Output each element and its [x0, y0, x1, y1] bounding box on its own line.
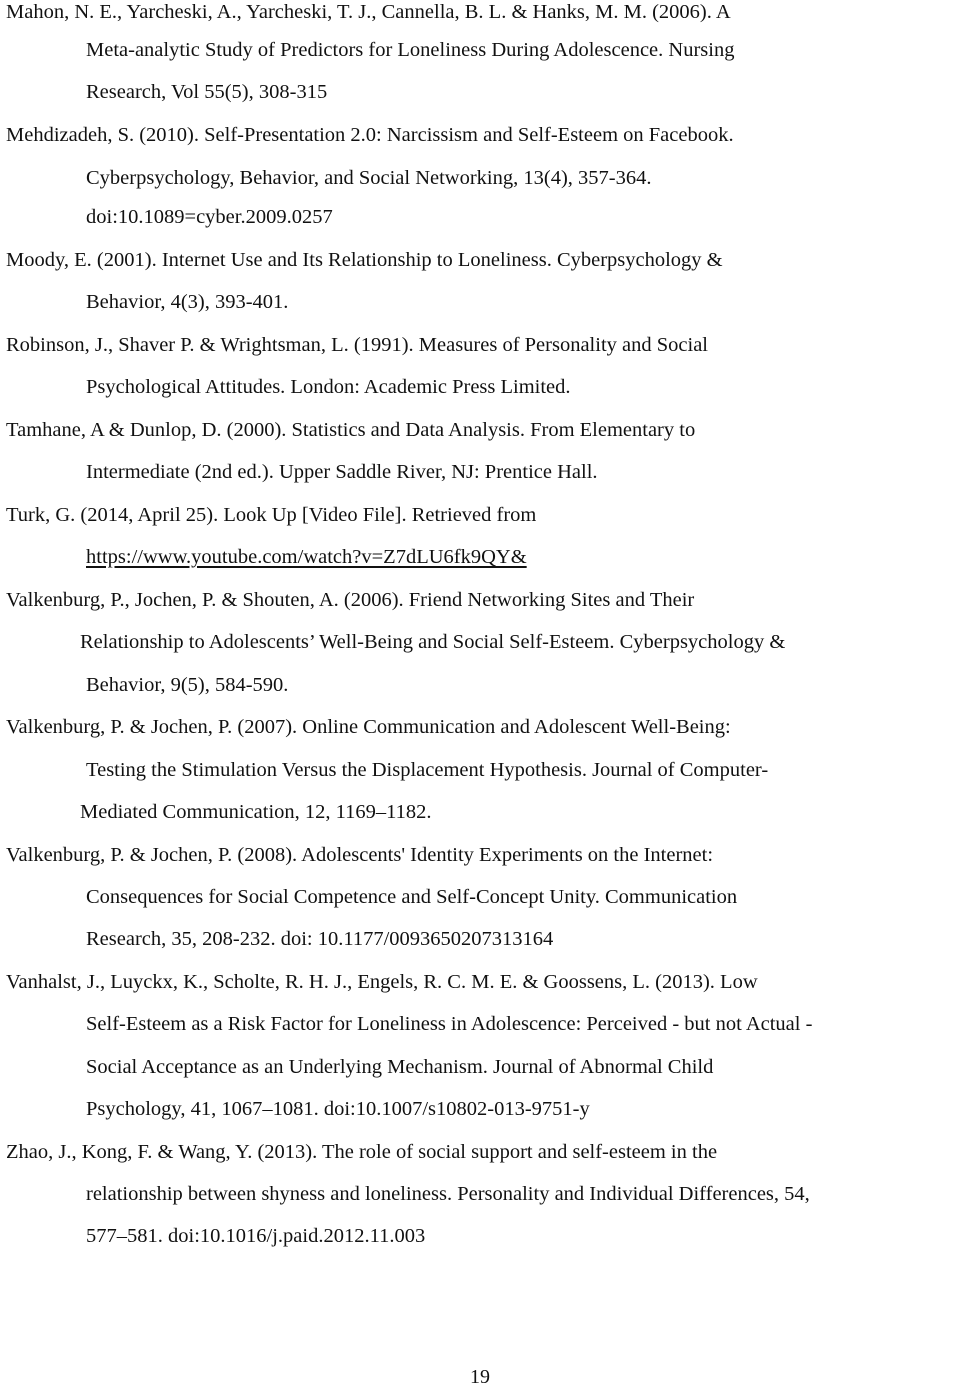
- reference-valkenburg-2008-line-1: Valkenburg, P. & Jochen, P. (2008). Adolescents' Identity Experiments on the Internet:: [6, 844, 714, 866]
- reference-valkenburg-2008-line-3: Research, 35, 208-232. doi: 10.1177/0093650207313164: [86, 928, 554, 950]
- reference-turk-url-link[interactable]: https://www.youtube.com/watch?v=Z7dLU6fk9QY&: [86, 546, 527, 568]
- reference-mehdizadeh-line-3: doi:10.1089=cyber.2009.0257: [86, 206, 333, 228]
- reference-vanhalst-line-3: Social Acceptance as an Underlying Mechanism. Journal of Abnormal Child: [86, 1056, 714, 1078]
- reference-zhao-line-2: relationship between shyness and loneliness. Personality and Individual Differences, 54,: [86, 1183, 810, 1205]
- reference-tamhane-line-2: Intermediate (2nd ed.). Upper Saddle River, NJ: Prentice Hall.: [86, 461, 598, 483]
- reference-valkenburg-2006-line-2: Relationship to Adolescents’ Well-Being and Social Self-Esteem. Cyberpsychology &: [80, 631, 786, 653]
- reference-zhao-line-3: 577–581. doi:10.1016/j.paid.2012.11.003: [86, 1225, 426, 1247]
- reference-zhao-line-1: Zhao, J., Kong, F. & Wang, Y. (2013). The role of social support and self-esteem in the: [6, 1141, 718, 1163]
- reference-valkenburg-2007-line-3: Mediated Communication, 12, 1169–1182.: [80, 801, 432, 823]
- reference-tamhane-line-1: Tamhane, A & Dunlop, D. (2000). Statistics and Data Analysis. From Elementary to: [6, 419, 696, 441]
- reference-moody-line-1: Moody, E. (2001). Internet Use and Its Relationship to Loneliness. Cyberpsychology &: [6, 249, 723, 271]
- reference-valkenburg-2006-line-3: Behavior, 9(5), 584-590.: [86, 674, 289, 696]
- reference-valkenburg-2007-line-2: Testing the Stimulation Versus the Displacement Hypothesis. Journal of Computer-: [86, 759, 769, 781]
- reference-mehdizadeh-line-1: Mehdizadeh, S. (2010). Self-Presentation 2.0: Narcissism and Self-Esteem on Facebook.: [6, 124, 734, 146]
- reference-vanhalst-line-1: Vanhalst, J., Luyckx, K., Scholte, R. H. J., Engels, R. C. M. E. & Goossens, L. (2013). Low: [6, 971, 758, 993]
- reference-mahon-line-1: Mahon, N. E., Yarcheski, A., Yarcheski, T. J., Cannella, B. L. & Hanks, M. M. (2006). A: [6, 1, 731, 23]
- reference-mahon-line-3: Research, Vol 55(5), 308-315: [86, 81, 328, 103]
- reference-mahon-line-2: Meta-analytic Study of Predictors for Loneliness During Adolescence. Nursing: [86, 39, 735, 61]
- reference-vanhalst-line-4: Psychology, 41, 1067–1081. doi:10.1007/s10802-013-9751-y: [86, 1098, 590, 1120]
- reference-valkenburg-2006-line-1: Valkenburg, P., Jochen, P. & Shouten, A. (2006). Friend Networking Sites and Their: [6, 589, 695, 611]
- reference-valkenburg-2008-line-2: Consequences for Social Competence and Self-Concept Unity. Communication: [86, 886, 738, 908]
- reference-valkenburg-2007-line-1: Valkenburg, P. & Jochen, P. (2007). Online Communication and Adolescent Well-Being:: [6, 716, 731, 738]
- reference-vanhalst-line-2: Self-Esteem as a Risk Factor for Loneliness in Adolescence: Perceived - but not Actual -: [86, 1013, 813, 1035]
- reference-robinson-line-2: Psychological Attitudes. London: Academic Press Limited.: [86, 376, 571, 398]
- reference-turk-line-1: Turk, G. (2014, April 25). Look Up [Video File]. Retrieved from: [6, 504, 537, 526]
- reference-mehdizadeh-line-2: Cyberpsychology, Behavior, and Social Networking, 13(4), 357-364.: [86, 167, 652, 189]
- page-number: 19: [470, 1366, 490, 1388]
- reference-robinson-line-1: Robinson, J., Shaver P. & Wrightsman, L. (1991). Measures of Personality and Social: [6, 334, 708, 356]
- reference-moody-line-2: Behavior, 4(3), 393-401.: [86, 291, 289, 313]
